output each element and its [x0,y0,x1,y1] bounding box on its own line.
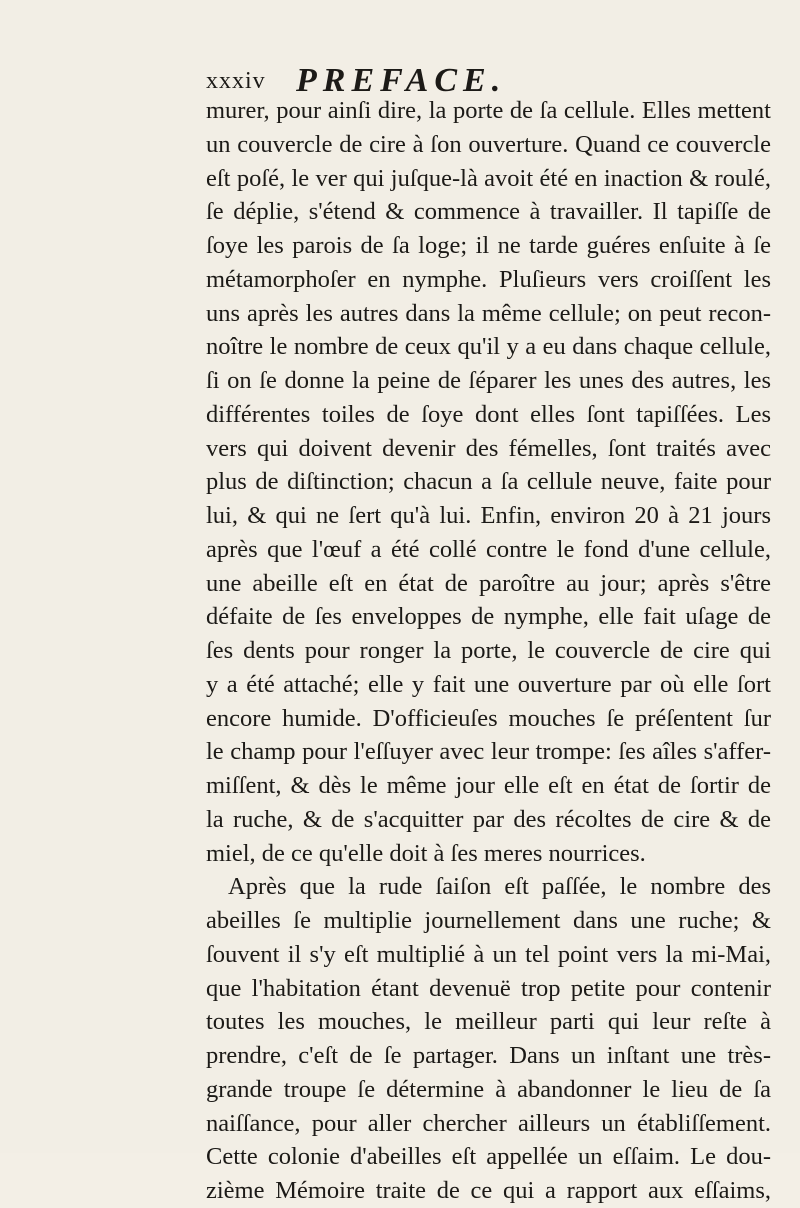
text-line: prendre, c'eſt de ſe partager. Dans un inſtant une très- [206,1042,771,1069]
text-line: zième Mémoire traite de ce qui a rapport aux eſſaims, [206,1177,771,1204]
text-line: métamorphoſer en nymphe. Pluſieurs vers croiſſent les [206,265,771,293]
body-text [206,94,771,1208]
text-line: grande troupe ſe détermine à abandonner le lieu de ſa [206,1075,771,1103]
text-line: un couvercle de cire à ſon ouverture. Quand ce couvercle [206,130,771,158]
paragraph-end-line: miel, de ce qu'elle doit à ſes meres nourrices. [206,839,646,867]
text-line: naiſſance, pour aller chercher ailleurs un établiſſement. [206,1109,771,1137]
text-line: noître le nombre de ceux qu'il y a eu dans chaque cellule, [206,333,771,361]
text-line: y a été attaché; elle y fait une ouverture par où elle ſort [206,670,771,698]
text-line: miſſent, & dès le même jour elle eſt en état de ſortir de [206,772,771,799]
text-line: le champ pour l'eſſuyer avec leur trompe: ſes aîles s'affer- [206,738,771,766]
text-line: lui, & qui ne ſert qu'à lui. Enfin, environ 20 à 21 jours [206,502,771,529]
text-line: toutes les mouches, le meilleur parti qui leur reſte à [206,1008,771,1036]
paragraph-start-line: Après que la rude ſaiſon eſt paſſée, le nombre des [228,873,771,901]
text-line: encore humide. D'officieuſes mouches ſe préſentent ſur [206,704,771,732]
text-line: abeilles ſe multiplie journellement dans une ruche; & [206,907,771,934]
text-line: ſoye les parois de ſa loge; il ne tarde guéres enſuite à ſe [206,232,771,259]
text-line: la ruche, & de s'acquitter par des récoltes de cire & de [206,805,771,833]
text-line: eſt poſé, le ver qui juſque-là avoit été en inaction & roulé, [206,164,771,192]
text-line: une abeille eſt en état de paroître au jour; après s'être [206,569,771,597]
text-line: vers qui doivent devenir des fémelles, ſont traités avec [206,434,771,462]
text-line: ſe déplie, s'étend & commence à travailler. Il tapiſſe de [206,198,771,226]
running-title: PREFACE. [296,62,507,99]
text-line: que l'habitation étant devenuë trop petite pour contenir [206,974,771,1002]
text-line: défaite de ſes enveloppes de nymphe, elle fait uſage de [206,603,771,631]
text-line: ſouvent il s'y eſt multiplié à un tel point vers la mi-Mai, [206,940,771,968]
text-line: ſi on ſe donne la peine de ſéparer les unes des autres, les [206,367,771,394]
text-line: murer, pour ainſi dire, la porte de ſa cellule. Elles mettent [206,97,771,124]
page-number: xxxiv [206,68,266,94]
text-line: ſes dents pour ronger la porte, le couvercle de cire qui [206,637,771,664]
text-line: plus de diſtinction; chacun a ſa cellule neuve, faite pour [206,468,771,496]
text-line: uns après les autres dans la même cellule; on peut recon- [206,299,771,327]
text-line: après que l'œuf a été collé contre le fond d'une cellule, [206,535,771,563]
text-line: différentes toiles de ſoye dont elles ſont tapiſſées. Les [206,400,771,428]
text-line: Cette colonie d'abeilles eſt appellée un eſſaim. Le dou- [206,1143,771,1171]
